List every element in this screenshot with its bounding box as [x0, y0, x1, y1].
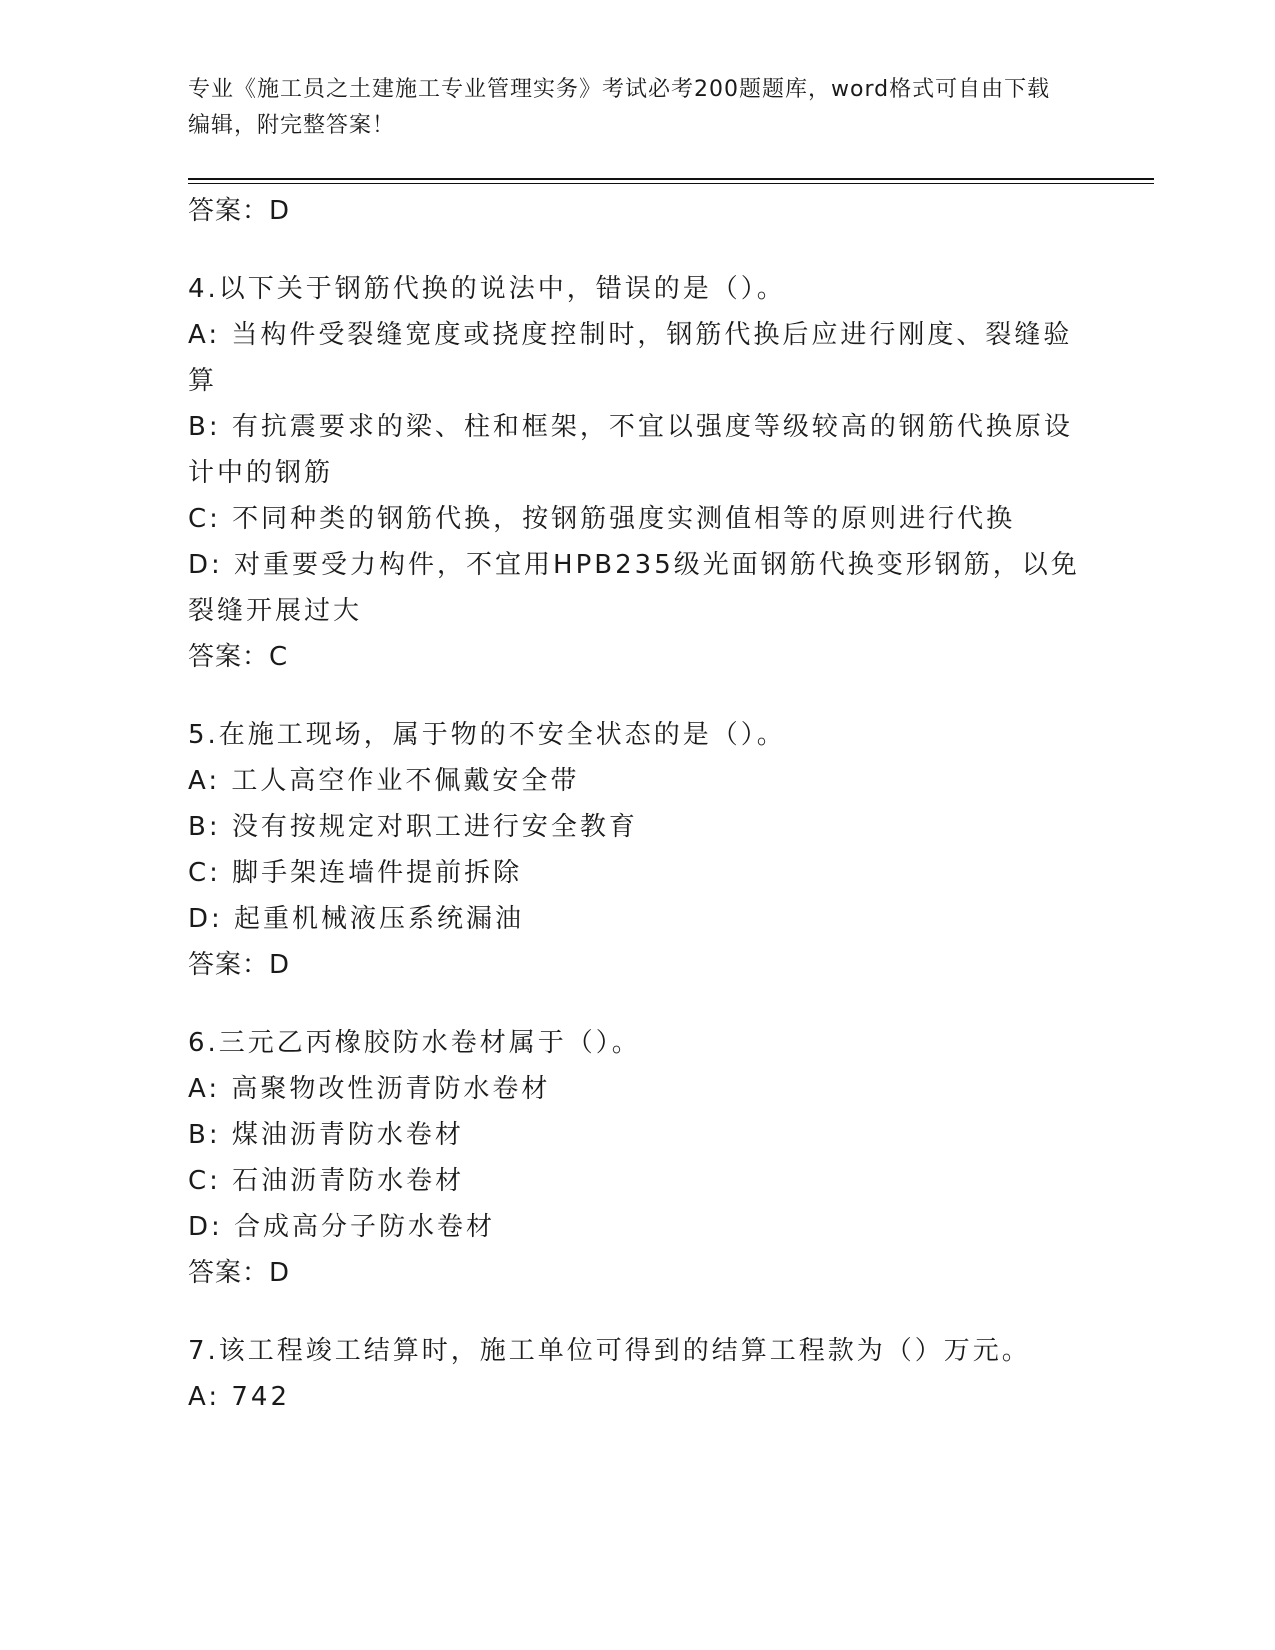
document-body: [188, 188, 1088, 1420]
option-d: D: 合成高分子防水卷材: [188, 1212, 496, 1242]
question-block-4: [188, 266, 1088, 680]
question-block-7: [188, 1328, 1088, 1420]
answer-text: 答案：D: [188, 950, 291, 980]
option-a: A: 工人高空作业不佩戴安全带: [188, 766, 580, 796]
option-a: A: 当构件受裂缝宽度或挠度控制时，钢筋代换后应进行刚度、裂缝验算: [188, 320, 1073, 396]
option-b: B: 煤油沥青防水卷材: [188, 1120, 464, 1150]
question-block-5: [188, 712, 1088, 988]
option-c: C: 脚手架连墙件提前拆除: [188, 858, 523, 888]
option-d: D: 起重机械液压系统漏油: [188, 904, 525, 934]
option-b: B: 有抗震要求的梁、柱和框架，不宜以强度等级较高的钢筋代换原设计中的钢筋: [188, 412, 1073, 488]
header-rule-thin: [188, 183, 1154, 184]
answer-text: 答案：C: [188, 642, 289, 672]
question-text: 6.三元乙丙橡胶防水卷材属于（）。: [188, 1028, 641, 1058]
answer-text: 答案：D: [188, 1258, 291, 1288]
question-text: 4.以下关于钢筋代换的说法中，错误的是（）。: [188, 274, 786, 304]
option-c: C: 石油沥青防水卷材: [188, 1166, 465, 1196]
option-d: D: 对重要受力构件，不宜用HPB235级光面钢筋代换变形钢筋，以免裂缝开展过大: [188, 550, 1080, 626]
option-c: C: 不同种类的钢筋代换，按钢筋强度实测值相等的原则进行代换: [188, 504, 1016, 534]
option-a: A: 742: [188, 1382, 290, 1412]
question-text: 7.该工程竣工结算时，施工单位可得到的结算工程款为（）万元。: [188, 1336, 1031, 1366]
option-b: B: 没有按规定对职工进行安全教育: [188, 812, 638, 842]
option-a: A: 高聚物改性沥青防水卷材: [188, 1074, 551, 1104]
answer-q3: 答案：D: [188, 196, 291, 226]
question-block-6: [188, 1020, 1088, 1296]
header-rule-thick: [188, 178, 1154, 180]
question-text: 5.在施工现场，属于物的不安全状态的是（）。: [188, 720, 786, 750]
page-header: 专业《施工员之土建施工专业管理实务》考试必考200题题库，word格式可自由下载编辑，附完整答案！: [188, 77, 1051, 138]
